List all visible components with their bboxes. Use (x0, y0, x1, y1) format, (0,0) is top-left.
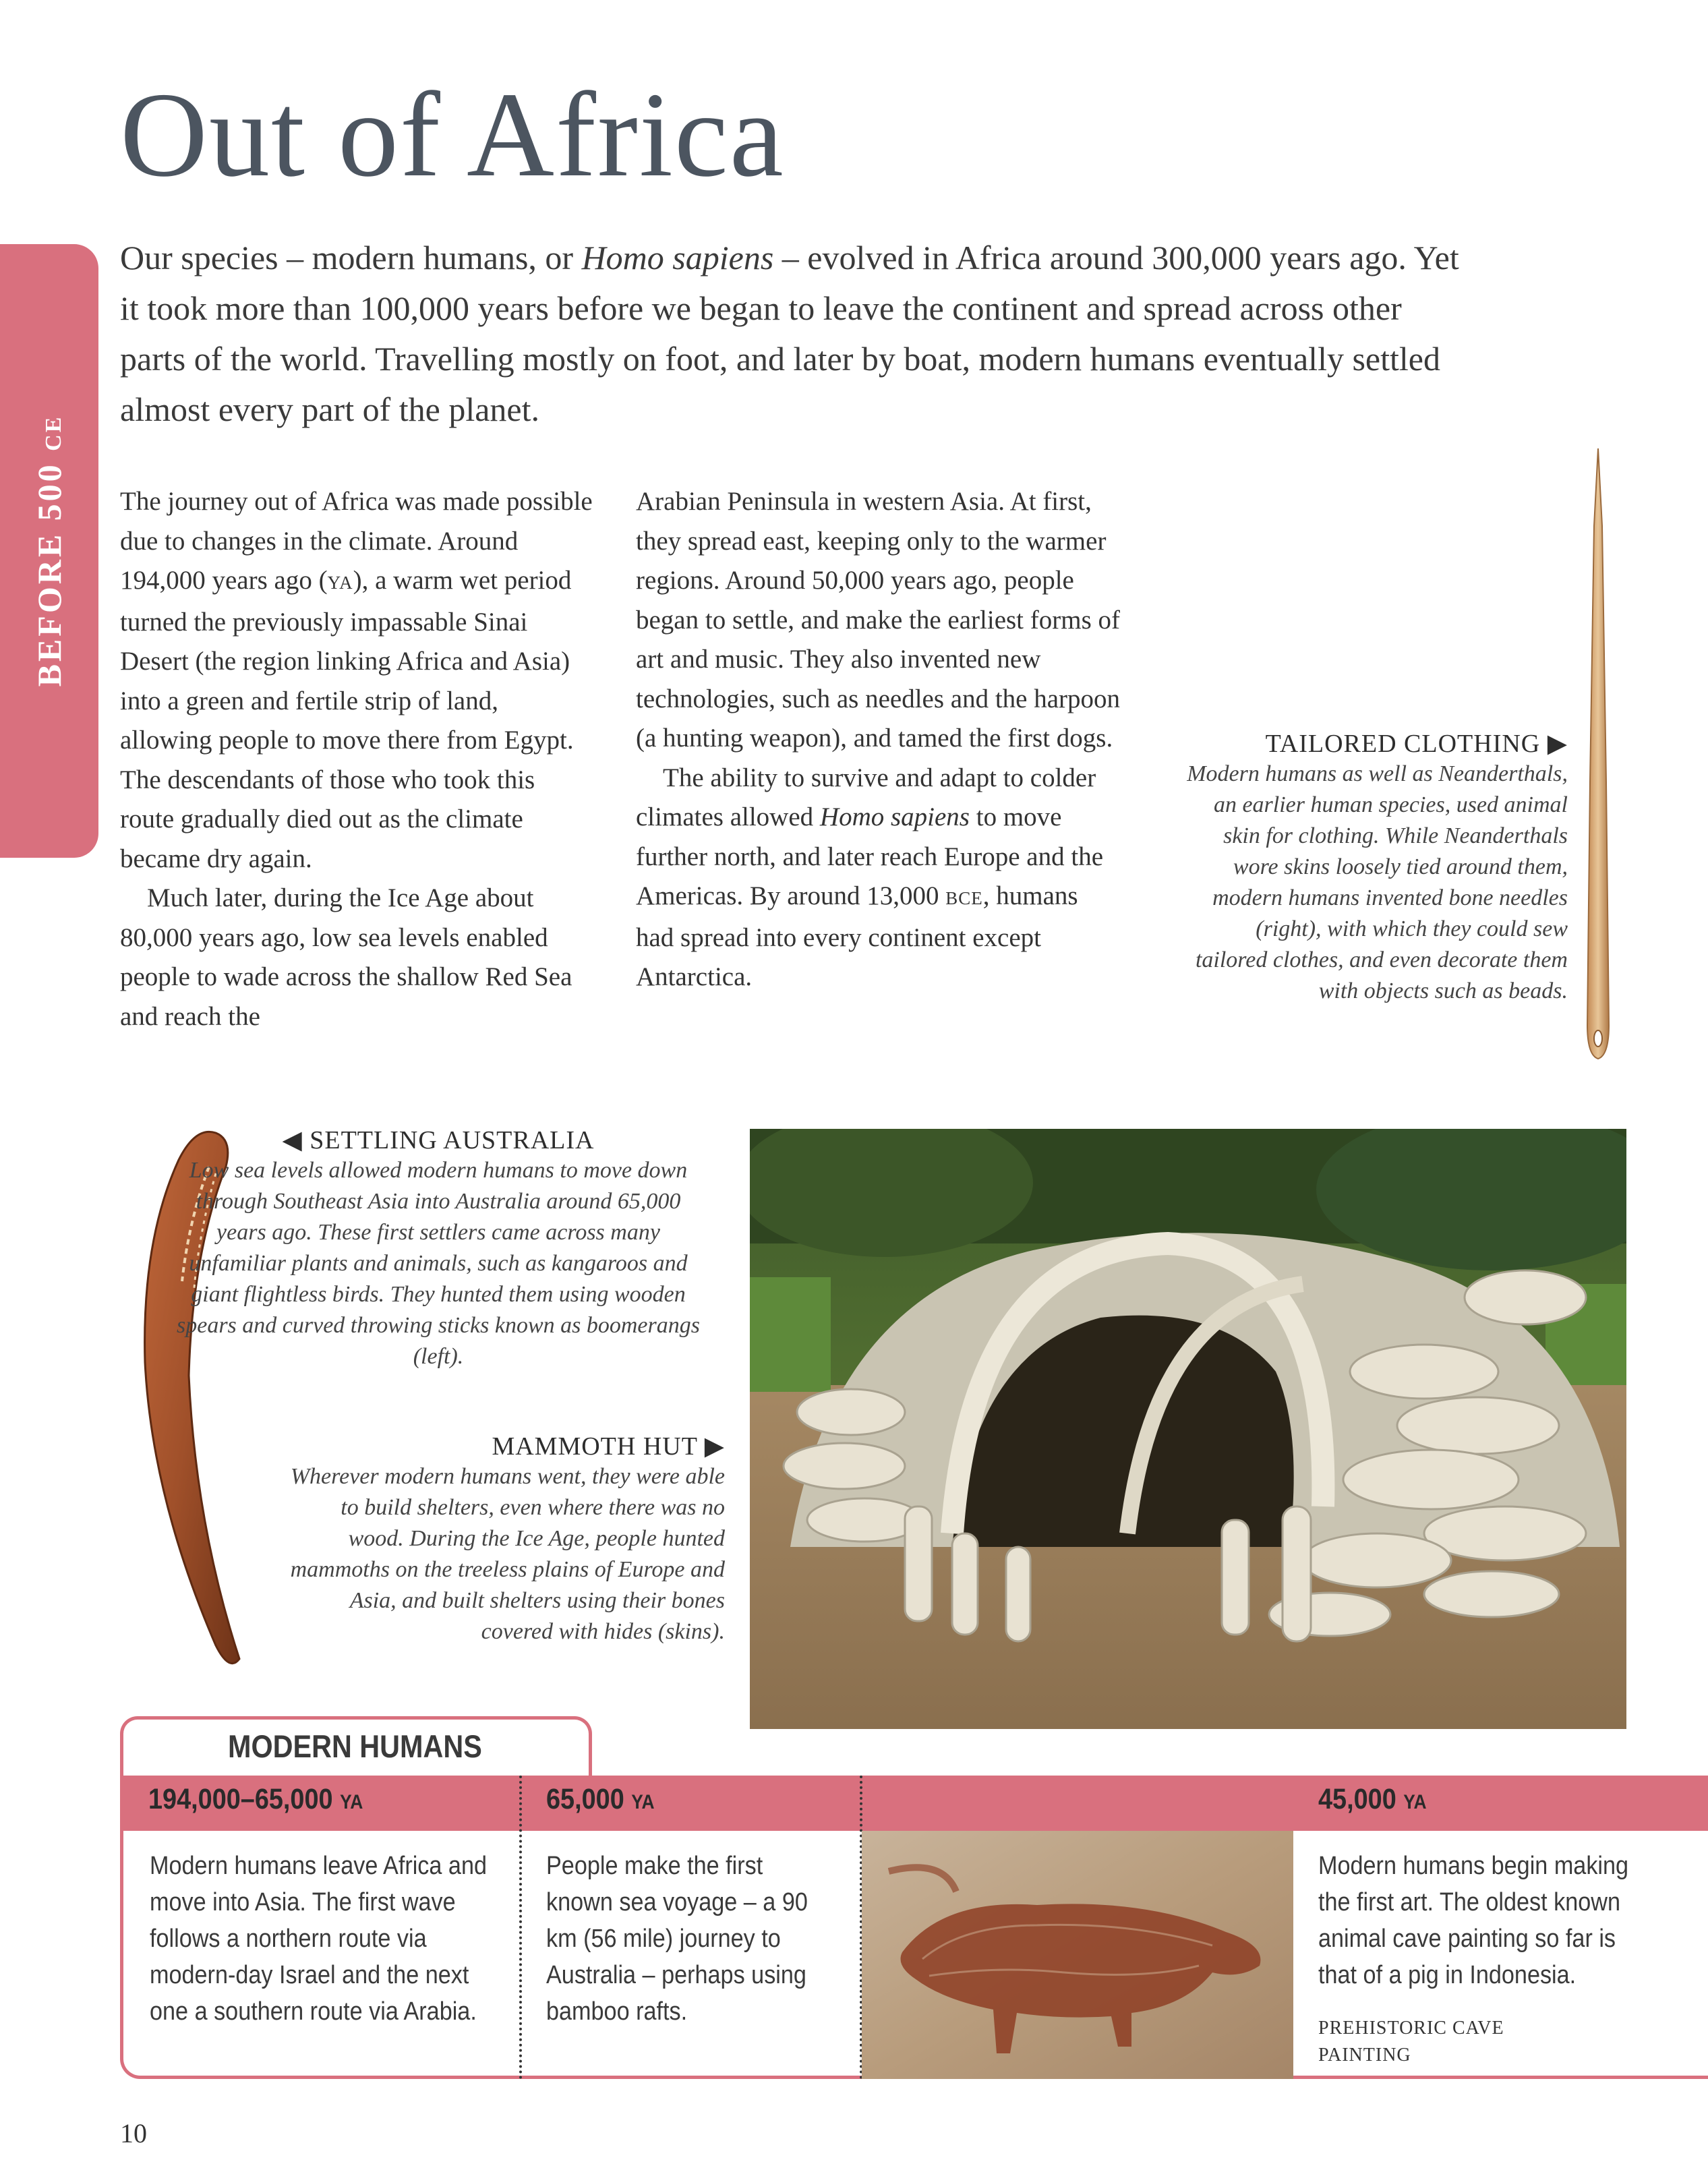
caption-heading: MAMMOTH HUT ▶ (492, 1432, 725, 1461)
caption-heading: ◀ SETTLING AUSTRALIA (282, 1126, 595, 1154)
era-side-tab-label (30, 415, 69, 687)
era-label-main: BEFORE 500 (30, 462, 68, 687)
bone-needle-image (1571, 445, 1625, 1072)
caption-mammoth-hut (290, 1431, 725, 1647)
intro-paragraph: Our species – modern humans, or Homo sapiens – evolved in Africa around 300,000 years ago. Yet it took more than 100,000 years before we began to leave the continent and spread across other parts of the world. Travelling mostly on foot, and later by boat, modern humans eventually settled almost every part of the planet. (120, 239, 1459, 428)
page-number: 10 (120, 2118, 147, 2148)
timeline-date: 194,000–65,000 YA (148, 1783, 363, 1815)
arrow-right-icon: ▶ (704, 1432, 725, 1461)
mammoth-hut-photo (750, 1129, 1626, 1729)
body-column-2 (636, 482, 1121, 997)
body-column-1 (120, 482, 595, 1036)
cave-painting-caption: PREHISTORIC CAVE PAINTING (1318, 2018, 1504, 2066)
timeline-date: 65,000 YA (546, 1783, 655, 1815)
arrow-left-icon: ◀ (282, 1126, 303, 1154)
caption-heading: TAILORED CLOTHING ▶ (1265, 730, 1568, 758)
body-paragraph: The journey out of Africa was made possible due to changes in the climate. Around 194,000 years ago (YA), a warm wet period turned the previously impassable Sinai Desert (the region linking Africa and Asia) into a green and fertile strip of land, allowing people to move there from Egypt. The descendants of those who took this route gradually died out as the climate became dry again. (120, 487, 593, 873)
body-paragraph: The ability to survive and adapt to colder climates allowed Homo sapiens to move further north, and later reach Europe and the Americas. By around 13,000 BCE, humans had spread into every continent except Antarctica. (636, 763, 1104, 991)
caption-text: Low sea levels allowed modern humans to move down through Southeast Asia into Australia around 65,000 years ago. These first settlers came across many unfamiliar plants and animals, such as kangaroos and giant flightless birds. They hunted them using wooden spears and curved throwing sticks known as boomerangs (left). (177, 1158, 700, 1369)
timeline-entry-text: Modern humans begin making the first art. The oldest known animal cave painting so far is that of a pig in Indonesia. (1318, 1852, 1629, 1989)
timeline-title: MODERN HUMANS (228, 1728, 482, 1764)
arrow-right-icon: ▶ (1547, 730, 1568, 758)
timeline-entry-text: Modern humans leave Africa and move into Asia. The first wave follows a northern route via modern-day Israel and the next one a southern route via Arabia. (150, 1852, 487, 2026)
era-label-suffix: CE (41, 415, 66, 451)
cave-painting-image (862, 1831, 1293, 2079)
caption-text: Modern humans as well as Neanderthals, an earlier human species, used animal skin for clothing. While Neanderthals wore skins loosely tied around them, modern humans invented bone needles (right), with which they could sew tailored clothes, and even decorate them with objects such as beads. (1187, 761, 1568, 1003)
body-paragraph: Arabian Peninsula in western Asia. At first, they spread east, keeping only to the warmer regions. Around 50,000 years ago, people began to settle, and make the earliest forms of art and music. They also invented new technologies, such as needles and the harpoon (a hunting weapon), and tamed the first dogs. (636, 487, 1121, 753)
timeline-divider (519, 1776, 522, 2079)
timeline-header-tab (120, 1716, 592, 1776)
caption-tailored-clothing (1187, 728, 1568, 1007)
timeline-date: 45,000 YA (1318, 1783, 1427, 1815)
caption-settling-australia (169, 1125, 708, 1372)
body-paragraph: Much later, during the Ice Age about 80,000 years ago, low sea levels enabled people to wade across the shallow Red Sea and reach the (120, 883, 572, 1031)
era-side-tab (0, 244, 98, 858)
caption-text: Wherever modern humans went, they were able to build shelters, even where there was no wood. During the Ice Age, people hunted mammoths on the treeless plains of Europe and Asia, and built shelters using their bones covered with hides (skins). (290, 1464, 725, 1644)
timeline-entry-text: People make the first known sea voyage – a 90 km (56 mile) journey to Australia – perhaps using bamboo rafts. (546, 1852, 808, 2026)
page-title: Out of Africa (120, 67, 785, 202)
